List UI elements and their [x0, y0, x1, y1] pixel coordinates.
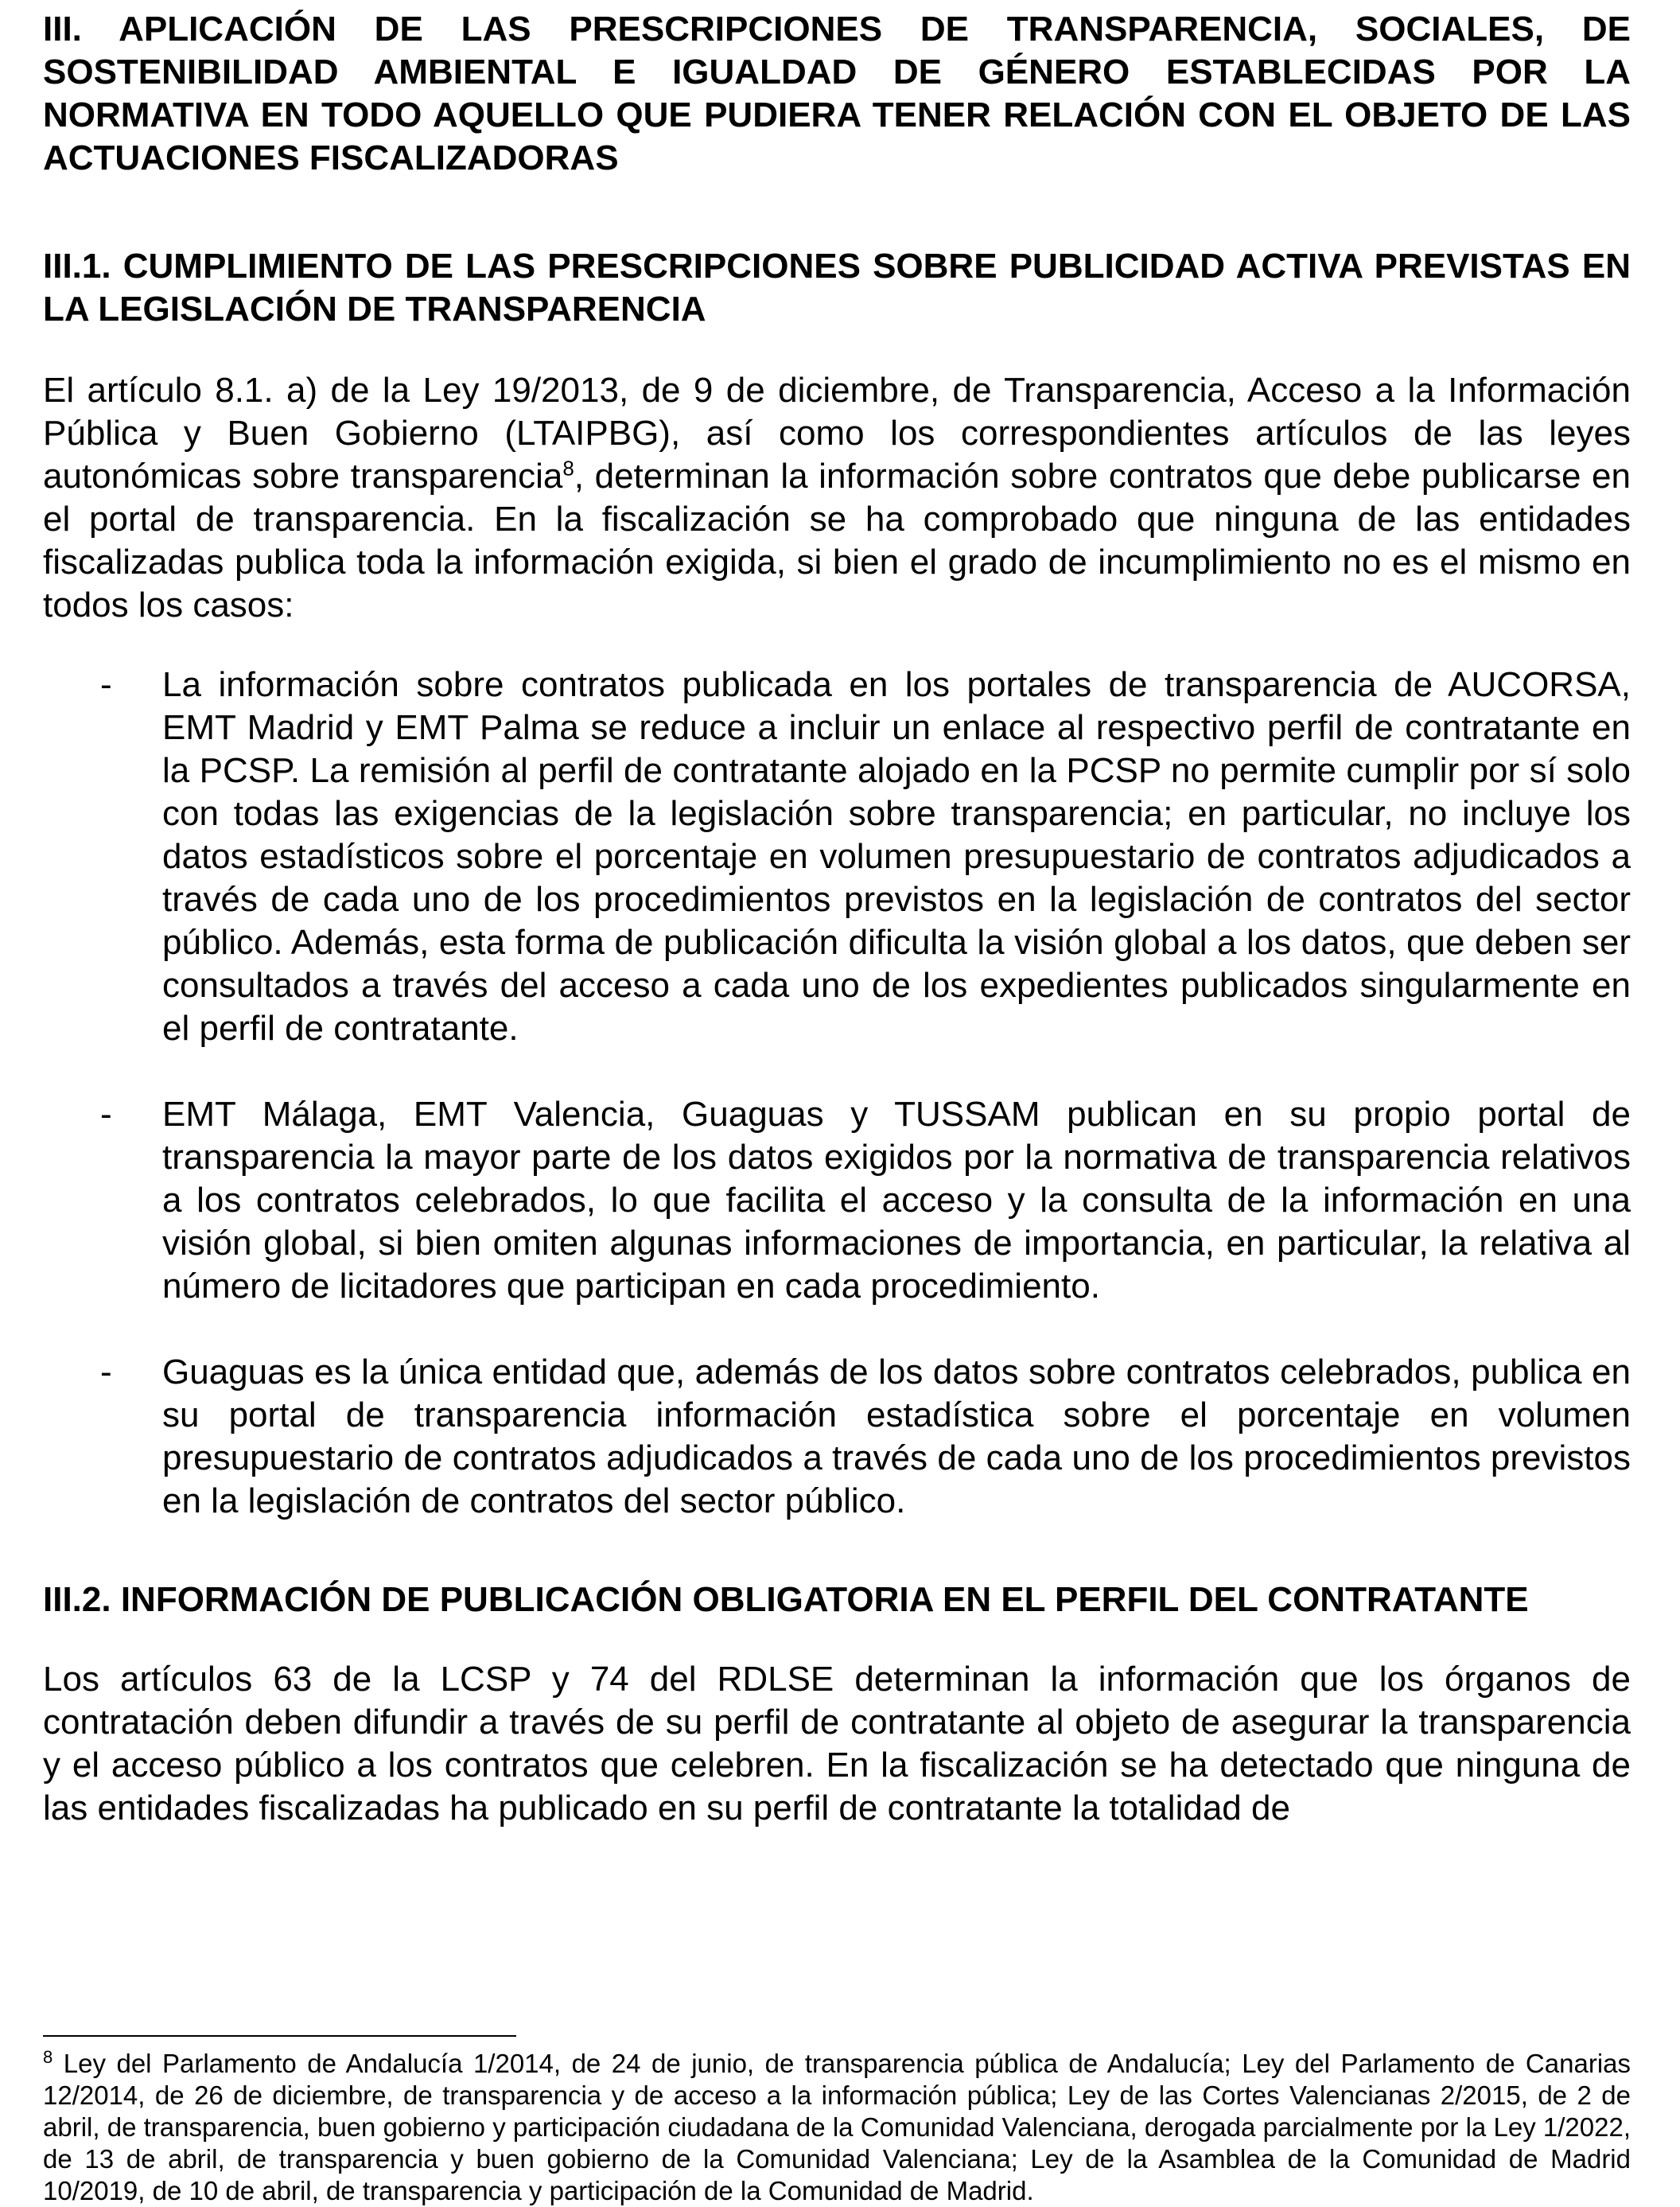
- footnote-8: [43, 2048, 1631, 2207]
- paragraph-text-start: El artículo 8.1. a) de la Ley 19/2013, de 9 de diciembre, de Transparencia, Acceso a la Información Pública y Buen Gobierno (LTAIPBG), así como los correspondientes artículos de las leyes autonómicas sobre transparencia: [43, 371, 1631, 496]
- bullet-dash: -: [100, 1095, 112, 1134]
- footnote-text: Ley del Parlamento de Andalucía 1/2014, de 24 de junio, de transparencia pública de Andalucía; Ley del Parlamento de Canarias 12/2014, de 26 de diciembre, de transparencia y de acceso a la información pública; Ley de las Cortes Valencianas 2/2015, de 2 de abril, de transparencia, buen gobierno y participación ciudadana de la Comunidad Valenciana, derogada parcialmente por la Ley 1/2022, de 13 de abril, de transparencia y buen gobierno de la Comunidad Valenciana; Ley de la Asamblea de la Comunidad de Madrid 10/2019, de 10 de abril, de transparencia y participación de la Comunidad de Madrid.: [43, 2049, 1631, 2205]
- bullet-dash: -: [100, 665, 112, 704]
- bullet-text: Guaguas es la única entidad que, además de los datos sobre contratos celebrados, publica en su portal de transparencia información estadística sobre el porcentaje en volumen presupuestario de contratos adjudicados a través de cada uno de los procedimientos previstos en la legislación de contratos del sector público.: [162, 1353, 1631, 1520]
- section-3-1-paragraph: [43, 369, 1631, 627]
- section-3-1-heading: III.1. CUMPLIMIENTO DE LAS PRESCRIPCIONES SOBRE PUBLICIDAD ACTIVA PREVISTAS EN LA LEGISLACIÓN DE TRANSPARENCIA: [43, 247, 1631, 329]
- section-3-heading: III. APLICACIÓN DE LAS PRESCRIPCIONES DE TRANSPARENCIA, SOCIALES, DE SOSTENIBILIDAD AMBIENTAL E IGUALDAD DE GÉNERO ESTABLECIDAS POR LA NORMATIVA EN TODO AQUELLO QUE PUDIERA TENER RELACIÓN CON EL OBJETO DE LAS ACTUACIONES FISCALIZADORAS: [43, 10, 1631, 177]
- paragraph-text-end: , determinan la información sobre contratos que debe publicarse en el portal de transparencia. En la fiscalización se ha comprobado que ninguna de las entidades fiscalizadas publica toda la información exigida, si bien el grado de incumplimiento no es el mismo en todos los casos:: [43, 457, 1631, 625]
- document-page: [43, 8, 1631, 1830]
- bullet-text: EMT Málaga, EMT Valencia, Guaguas y TUSSAM publican en su propio portal de transparencia la mayor parte de los datos exigidos por la normativa de transparencia relativos a los contratos celebrados, lo que facilita el acceso y la consulta de la información en una visión global, si bien omiten algunas informaciones de importancia, en particular, la relativa al número de licitadores que participan en cada procedimiento.: [162, 1095, 1631, 1306]
- bullet-dash: -: [100, 1353, 112, 1392]
- entities-bullet-list: [43, 664, 1631, 1523]
- section-3-2-heading: III.2. INFORMACIÓN DE PUBLICACIÓN OBLIGATORIA EN EL PERFIL DEL CONTRATANTE: [43, 1580, 1529, 1619]
- bullet-item-2: [43, 1093, 1631, 1308]
- footnote-separator: [43, 2035, 516, 2037]
- bullet-item-3: [43, 1351, 1631, 1523]
- bullet-item-1: [43, 664, 1631, 1050]
- bullet-text: La información sobre contratos publicada en los portales de transparencia de AUCORSA, EMT Madrid y EMT Palma se reduce a incluir un enlace al respectivo perfil de contratante en la PCSP. La remisión al perfil de contratante alojado en la PCSP no permite cumplir por sí solo con todas las exigencias de la legislación sobre transparencia; en particular, no incluye los datos estadísticos sobre el porcentaje en volumen presupuestario de contratos adjudicados a través de cada uno de los procedimientos previstos en la legislación de contratos del sector público. Además, esta forma de publicación dificulta la visión global a los datos, que deben ser consultados a través del acceso a cada uno de los expedientes publicados singularmente en el perfil de contratante.: [162, 665, 1631, 1048]
- footnote-number: 8: [43, 2047, 53, 2067]
- section-3-2-paragraph: Los artículos 63 de la LCSP y 74 del RDLSE determinan la información que los órganos de contratación deben difundir a través de su perfil de contratante al objeto de asegurar la transparencia y el acceso público a los contratos que celebren. En la fiscalización se ha detectado que ninguna de las entidades fiscalizadas ha publicado en su perfil de contratante la totalidad de: [43, 1660, 1631, 1827]
- footnote-reference[interactable]: 8: [562, 456, 574, 481]
